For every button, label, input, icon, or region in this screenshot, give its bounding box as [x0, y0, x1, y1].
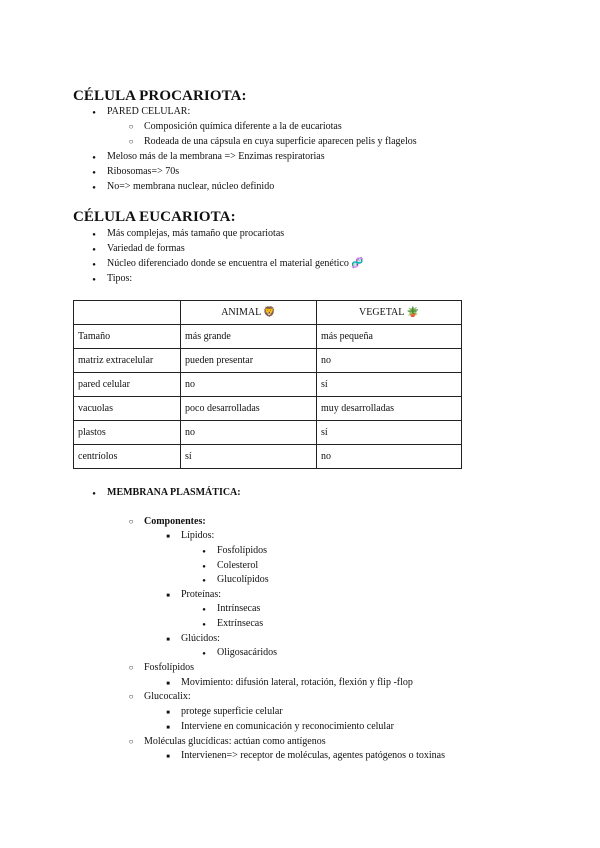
glucocalix-label: Glucocalix: [144, 691, 191, 702]
bullet-square [163, 530, 173, 543]
table-row [74, 397, 462, 421]
table-row [74, 445, 462, 469]
bullet-circle [126, 136, 136, 148]
dna-icon: 🧬 [351, 258, 364, 269]
bullet-square [163, 706, 173, 719]
eucariota-title: CÉLULA EUCARIOTA: [73, 209, 236, 225]
table-header-vegetal [317, 301, 462, 325]
glucocalix-item: Interviene en comunicación y reconocimiento celular [181, 721, 394, 732]
table-cell: muy desarrolladas [317, 397, 462, 421]
table-cell: pared celular [74, 373, 181, 397]
table-cell: no [317, 349, 462, 373]
membrana-title: MEMBRANA PLASMÁTICA: [107, 487, 241, 498]
procariota-item: No=> membrana nuclear, núcleo definido [107, 181, 275, 192]
bullet-disc [89, 487, 99, 500]
table-cell: pueden presentar [181, 349, 317, 373]
table-cell: sí [317, 421, 462, 445]
eucariota-item [107, 258, 364, 270]
componentes-label: Componentes: [144, 516, 206, 527]
table-cell: centríolos [74, 445, 181, 469]
bullet-disc [89, 228, 99, 241]
bullet-disc [89, 151, 99, 164]
plant-icon: 🪴 [406, 307, 419, 318]
procariota-subitem: Rodeada de una cápsula en cuya superficie aparecen pelis y flagelos [144, 136, 417, 147]
bullet-disc [199, 560, 209, 573]
header-animal-label: ANIMAL [221, 307, 261, 318]
glucidos-item: Oligosacáridos [217, 647, 277, 658]
bullet-disc [89, 106, 99, 119]
table-row [74, 373, 462, 397]
glucocalix-item: protege superficie celular [181, 706, 283, 717]
eucariota-item: Más complejas, más tamaño que procariotas [107, 228, 285, 239]
table-cell: Tamaño [74, 325, 181, 349]
bullet-circle [126, 121, 136, 133]
bullet-circle [126, 662, 136, 674]
lipidos-item: Fosfolípidos [217, 545, 268, 556]
procariota-item: Ribosomas=> 70s [107, 166, 180, 177]
table-cell: plastos [74, 421, 181, 445]
table-row [74, 349, 462, 373]
fosfolipidos-item: Movimiento: difusión lateral, rotación, flexión y flip -flop [181, 677, 413, 688]
procariota-item: Meloso más de la membrana => Enzimas respiratorias [107, 151, 325, 162]
eucariota-item: Tipos: [107, 273, 133, 284]
table-cell: no [181, 421, 317, 445]
table-cell: matriz extracelular [74, 349, 181, 373]
table-cell: sí [317, 373, 462, 397]
comparison-table [73, 300, 462, 469]
bullet-disc [199, 647, 209, 660]
table-header-animal [181, 301, 317, 325]
glucidos-label: Glúcidos: [181, 633, 220, 644]
bullet-square [163, 750, 173, 763]
bullet-circle [126, 736, 136, 748]
table-cell: no [317, 445, 462, 469]
lipidos-label: Lípidos: [181, 530, 215, 541]
table-header-row [74, 301, 462, 325]
table-row [74, 325, 462, 349]
lion-icon: 🦁 [263, 307, 276, 318]
bullet-disc [199, 545, 209, 558]
table-cell: poco desarrolladas [181, 397, 317, 421]
fosfolipidos-label: Fosfolípidos [144, 662, 195, 673]
moleculas-label: Moléculas glucídicas: actúan como antígenos [144, 736, 326, 747]
procariota-title: CÉLULA PROCARIOTA: [73, 88, 247, 104]
table-cell: sí [181, 445, 317, 469]
bullet-square [163, 633, 173, 646]
bullet-disc [89, 243, 99, 256]
bullet-disc [89, 181, 99, 194]
procariota-subitem: Composición química diferente a la de eucariotas [144, 121, 342, 132]
bullet-square [163, 721, 173, 734]
bullet-disc [199, 618, 209, 631]
moleculas-item: Intervienen=> receptor de moléculas, agentes patógenos o toxinas [181, 750, 445, 761]
table-cell: vacuolas [74, 397, 181, 421]
table-cell: más grande [181, 325, 317, 349]
bullet-square [163, 589, 173, 602]
bullet-disc [89, 258, 99, 271]
table-header-cell [74, 301, 181, 325]
eucariota-item: Variedad de formas [107, 243, 185, 254]
bullet-disc [89, 166, 99, 179]
table-cell: no [181, 373, 317, 397]
bullet-disc [199, 603, 209, 616]
eucariota-item-text: Núcleo diferenciado donde se encuentra el material genético [107, 258, 349, 269]
proteinas-item: Intrínsecas [217, 603, 261, 614]
table-cell: más pequeña [317, 325, 462, 349]
lipidos-item: Glucolípidos [217, 574, 269, 585]
lipidos-item: Colesterol [217, 560, 259, 571]
proteinas-label: Proteínas: [181, 589, 221, 600]
proteinas-item: Extrínsecas [217, 618, 264, 629]
bullet-square [163, 677, 173, 690]
procariota-item-pared: PARED CELULAR: [107, 106, 191, 117]
bullet-circle [126, 516, 136, 528]
bullet-disc [89, 273, 99, 286]
table-row [74, 421, 462, 445]
bullet-circle [126, 691, 136, 703]
header-vegetal-label: VEGETAL [359, 307, 404, 318]
bullet-disc [199, 574, 209, 587]
